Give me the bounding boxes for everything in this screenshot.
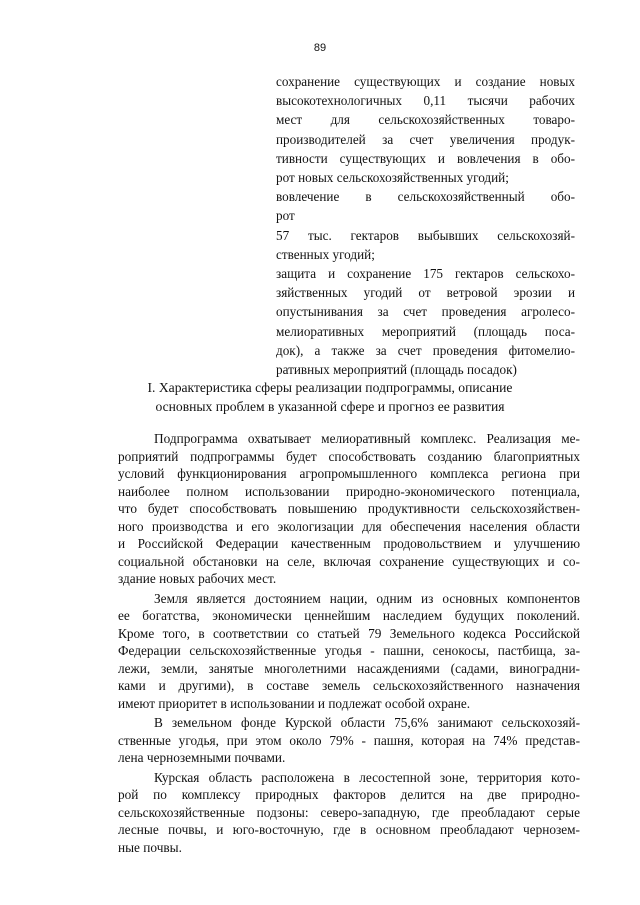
paragraph-line: лена черноземными почвами. <box>118 750 286 765</box>
paragraph-line: ее богатства, экономически ценнейшим наследием будущих поколений. <box>118 608 580 623</box>
paragraph-line: роприятий подпрограммы будет способствовать созданию благоприятных <box>118 448 580 464</box>
indent-line: ственных угодий; <box>276 246 375 262</box>
paragraph-line: имеют приоритет в использовании и подлежат особой охране. <box>118 695 471 711</box>
indent-line: 57 тыс. гектаров выбывших сельскохозяй- <box>276 227 575 243</box>
heading-line: основных проблем в указанной сфере и прогноз ее развития <box>155 399 505 414</box>
paragraph-line: ками и другими), в составе земель сельскохозяйственного назначения <box>118 678 580 693</box>
paragraph-line: наиболее полном использовании природно-экономического потенциала, <box>118 483 580 499</box>
page-number: 89 <box>313 42 327 54</box>
paragraph-line: здание новых рабочих мест. <box>118 571 277 586</box>
indent-line: производителей за счет увеличения продук- <box>276 131 575 147</box>
paragraph-line: рой по комплексу природных факторов делится на две природно- <box>118 787 580 802</box>
paragraph-line: лежи, земли, занятые многолетними насаждениями (садами, виноградни- <box>118 660 580 676</box>
indent-line: рот новых сельскохозяйственных угодий; <box>276 170 509 186</box>
indent-line: зяйственных угодий от ветровой эрозии и <box>276 285 575 301</box>
heading-line: I. Характеристика сферы реализации подпрограммы, описание <box>147 380 513 395</box>
paragraph-line: ственные угодья, при этом около 79% - пашня, которая на 74% представ- <box>118 732 580 748</box>
paragraph-line: Кроме того, в соответствии со статьей 79 Земельного кодекса Российской <box>118 625 580 641</box>
paragraph-line: сельскохозяйственные подзоны: северо-западную, где преобладают серые <box>118 804 580 820</box>
paragraph-line: Федерации сельскохозяйственные угодья - пашни, сенокосы, пастбища, за- <box>118 643 580 658</box>
indent-line: док), а также за счет проведения фитомелио- <box>276 342 575 358</box>
paragraph-line: и Российской Федерации качественным продовольствием и улучшению <box>118 536 580 551</box>
paragraph-line: лесные почвы, и юго-восточную, где в основном преобладают чернозем- <box>118 822 580 837</box>
paragraph-line: социальной обстановки на селе, включая сохранение существующих и со- <box>118 553 580 569</box>
indent-line: тивности существующих и вовлечения в обо- <box>276 150 575 166</box>
paragraph <box>118 590 580 713</box>
paragraph-line: ного производства и его экологизации для обеспечения населения области <box>118 518 580 534</box>
paragraph-line: условий функционирования агропромышленного комплекса региона при <box>118 466 580 481</box>
paragraph-line: что будет способствовать повышению продуктивности сельскохозяйствен- <box>118 501 580 516</box>
paragraph <box>118 714 580 767</box>
paragraph <box>118 769 580 857</box>
body-text <box>118 430 580 858</box>
indent-line: сохранение существующих и создание новых <box>276 74 575 89</box>
indent-line: ративных мероприятий (площадь посадок) <box>276 362 517 378</box>
indent-line: опустынивания за счет проведения агролесо- <box>276 304 575 320</box>
indent-line: мелиоративных мероприятий (площадь поса- <box>276 323 575 339</box>
indent-block <box>276 72 575 379</box>
paragraph <box>118 430 580 588</box>
paragraph-line: В земельном фонде Курской области 75,6% занимают сельскохозяй- <box>154 715 580 730</box>
section-heading <box>60 378 600 416</box>
indent-line: рот <box>276 208 295 224</box>
indent-line: мест для сельскохозяйственных товаро- <box>276 112 575 128</box>
indent-line: защита и сохранение 175 гектаров сельскохо- <box>276 266 575 282</box>
indent-line: высокотехнологичных 0,11 тысячи рабочих <box>276 93 575 109</box>
paragraph-line: ные почвы. <box>118 839 182 855</box>
indent-line: вовлечение в сельскохозяйственный обо- <box>276 189 575 205</box>
paragraph-line: Курская область расположена в лесостепной зоне, территория кото- <box>154 769 580 785</box>
paragraph-line: Земля является достоянием нации, одним из основных компонентов <box>154 590 580 606</box>
paragraph-line: Подпрограмма охватывает мелиоративный комплекс. Реализация ме- <box>154 431 580 446</box>
